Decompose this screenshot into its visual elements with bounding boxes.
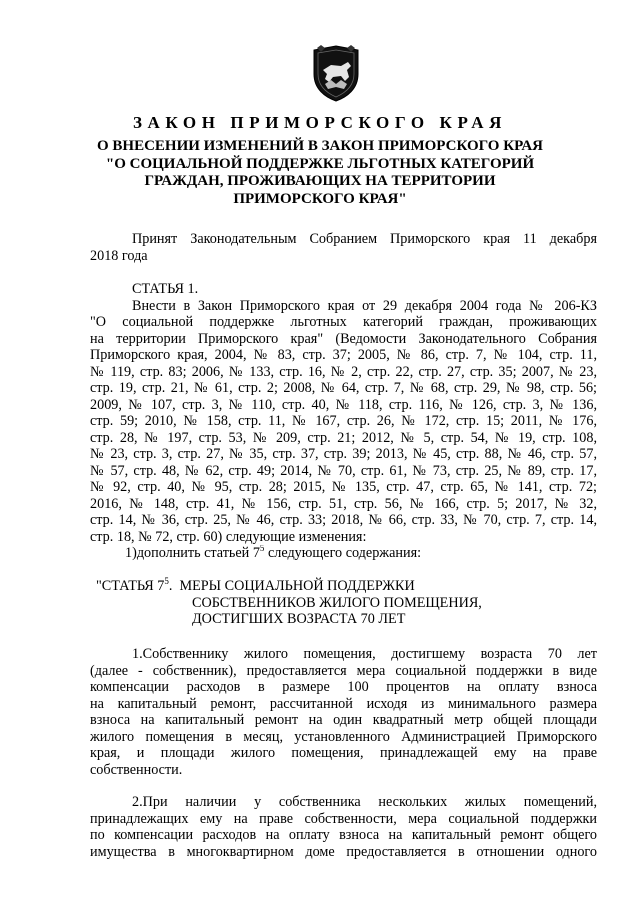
paragraph-2	[90, 794, 597, 860]
paragraph-line: края, и площади жилого помещения, принадлежащей ему на праве	[90, 745, 597, 761]
paragraph-line: имущества в многоквартирном доме предоставляется в отношении одного	[90, 843, 597, 860]
law-title: ЗАКОН ПРИМОРСКОГО КРАЯ	[132, 113, 508, 132]
new-article-heading	[96, 578, 596, 628]
article-line: стр. 59; 2010, № 158, стр. 11, № 167, стр. 26, № 172, стр. 15; 2011, № 176,	[90, 413, 597, 429]
article-line: стр. 18, № 72, стр. 60) следующие изменения:	[90, 528, 367, 545]
paragraph-line: взноса на капитальный ремонт на один квадратный метр общей площади	[90, 712, 597, 728]
article-line: стр. 28, № 197, стр. 53, № 209, стр. 21; 2012, № 5, стр. 54, № 19, стр. 108,	[90, 429, 597, 446]
article-line: № 92, стр. 40, № 95, стр. 28; 2015, № 135, стр. 47, стр. 65, № 141, стр. 72;	[90, 479, 597, 495]
article-line: 2009, № 107, стр. 3, № 110, стр. 40, № 118, стр. 116, № 126, стр. 3, № 136,	[90, 396, 597, 413]
law-subtitle	[90, 138, 550, 208]
new-article-label: "СТАТЬЯ 7	[96, 578, 165, 594]
paragraph-line: жилого помещения в месяц, установленного Администрацией Приморского	[90, 728, 597, 745]
article-line: стр. 19, стр. 21, № 61, стр. 2; 2008, № 64, стр. 7, № 68, стр. 29, № 98, стр. 56;	[90, 380, 597, 396]
primorsky-coat-of-arms-icon	[311, 44, 361, 102]
article-line: "О социальной поддержке льготных категорий граждан, проживающих	[90, 314, 597, 330]
article-line: Внести в Закон Приморского края от 29 декабря 2004 года № 206-КЗ	[132, 297, 597, 314]
amendment-item-text: следующего содержания:	[264, 545, 422, 561]
article-1	[90, 281, 597, 562]
amendment-item-1	[90, 545, 597, 562]
adoption-note	[90, 231, 597, 264]
new-article-title-line	[96, 578, 596, 595]
article-line: Приморского края, 2004, № 83, стр. 37; 2005, № 86, стр. 7, № 104, стр. 11,	[90, 347, 597, 363]
new-article-label: .	[168, 578, 173, 594]
superscript: 5	[164, 576, 169, 586]
paragraph-line: компенсации расходов в размере 100 процентов на оплату взноса	[90, 679, 597, 695]
adoption-line: 2018 года	[90, 247, 148, 264]
new-article-title-line: ДОСТИГШИХ ВОЗРАСТА 70 ЛЕТ	[192, 611, 406, 627]
subtitle-line: "О СОЦИАЛЬНОЙ ПОДДЕРЖКЕ ЛЬГОТНЫХ КАТЕГОРИЙ	[105, 155, 535, 172]
article-line: на территории Приморского края" (Ведомости Законодательного Собрания	[90, 330, 597, 347]
paragraph-line: на капитальный ремонт, рассчитанной исходя из минимального размера	[90, 695, 597, 712]
amendment-item-text: 1)дополнить статьей 7	[125, 545, 260, 561]
paragraph-line: собственности.	[90, 761, 183, 778]
article-line: № 119, стр. 83; 2006, № 133, стр. 16, № 2, стр. 22, стр. 27, стр. 35; 2007, № 23,	[90, 363, 597, 380]
article-line: 2016, № 148, стр. 41, № 156, стр. 51, стр. 56, № 166, стр. 5; 2017, № 32,	[90, 495, 597, 512]
paragraph-line: (далее - собственник), предоставляется мера социальной поддержки в виде	[90, 662, 597, 679]
article-line: № 57, стр. 48, № 62, стр. 49; 2014, № 70, стр. 61, № 73, стр. 25, № 89, стр. 17,	[90, 462, 597, 479]
new-article-title-text: МЕРЫ СОЦИАЛЬНОЙ ПОДДЕРЖКИ	[179, 578, 415, 594]
paragraph-line: 2.При наличии у собственника нескольких жилых помещений,	[132, 794, 597, 810]
adoption-line: Принят Законодательным Собранием Приморского края 11 декабря	[132, 231, 597, 247]
subtitle-line: О ВНЕСЕНИИ ИЗМЕНЕНИЙ В ЗАКОН ПРИМОРСКОГО КРАЯ	[97, 138, 543, 154]
paragraph-line: принадлежащих ему на праве собственности, мера социальной поддержки	[90, 810, 597, 827]
article-heading: СТАТЬЯ 1.	[132, 281, 199, 297]
paragraph-1	[90, 646, 597, 778]
article-line: № 23, стр. 3, стр. 27, № 35, стр. 37, стр. 39; 2013, № 45, стр. 88, № 46, стр. 57,	[90, 446, 597, 462]
paragraph-line: 1.Собственнику жилого помещения, достигшему возраста 70 лет	[132, 646, 597, 662]
subtitle-line: ПРИМОРСКОГО КРАЯ"	[233, 190, 407, 207]
subtitle-line: ГРАЖДАН, ПРОЖИВАЮЩИХ НА ТЕРРИТОРИИ	[144, 173, 496, 189]
paragraph-line: по компенсации расходов на оплату взноса на капитальный ремонт общего	[90, 827, 597, 843]
superscript: 5	[259, 545, 265, 553]
new-article-title-line: СОБСТВЕННИКОВ ЖИЛОГО ПОМЕЩЕНИЯ,	[192, 594, 482, 611]
article-line: стр. 14, № 36, стр. 25, № 46, стр. 33; 2018, № 66, стр. 33, № 70, стр. 7, стр. 14,	[90, 512, 597, 528]
